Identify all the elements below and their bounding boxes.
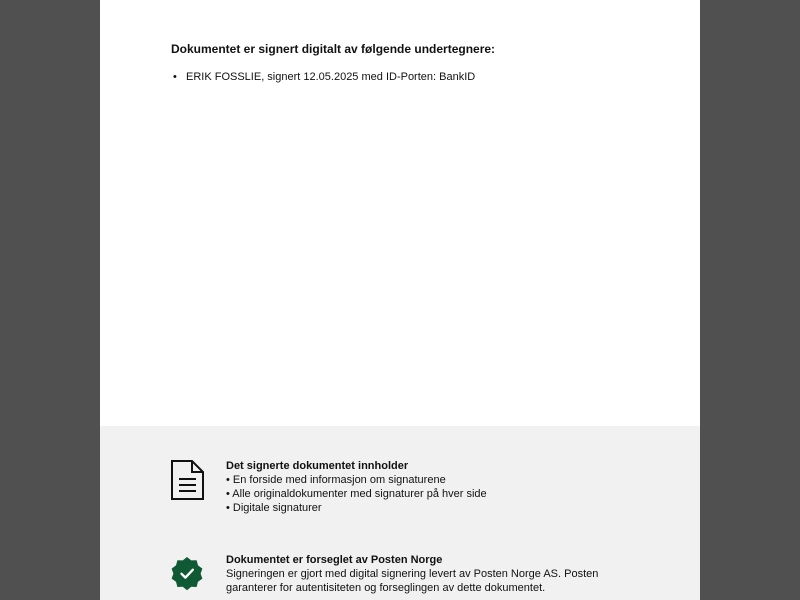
seal-description: garanterer for autentisiteten og forseglingen av dette dokumentet. — [226, 582, 546, 594]
seal-title: Dokumentet er forseglet av Posten Norge — [226, 554, 443, 566]
document-footer — [100, 426, 700, 600]
document-page — [100, 0, 700, 600]
seal-description: Signeringen er gjort med digital signering levert av Posten Norge AS. Posten — [226, 568, 599, 580]
verified-seal-icon — [170, 554, 204, 594]
document-contents-item: • Alle originaldokumenter med signaturer på hver side — [226, 488, 487, 500]
document-contents-title: Det signerte dokumentet innholder — [226, 460, 409, 472]
seal-text — [226, 553, 626, 595]
bullet: • — [173, 71, 177, 83]
document-contents-item: • Digitale signaturer — [226, 502, 322, 514]
signer-item — [171, 70, 631, 84]
signers-list — [171, 70, 631, 84]
document-icon — [170, 460, 204, 500]
signer-text: ERIK FOSSLIE, signert 12.05.2025 med ID-Porten: BankID — [186, 71, 476, 83]
document-contents-item: • En forside med informasjon om signaturene — [226, 474, 446, 486]
signers-heading: Dokumentet er signert digitalt av følgende undertegnere: — [171, 42, 496, 56]
signature-summary — [171, 41, 631, 84]
document-contents-text — [226, 459, 626, 515]
